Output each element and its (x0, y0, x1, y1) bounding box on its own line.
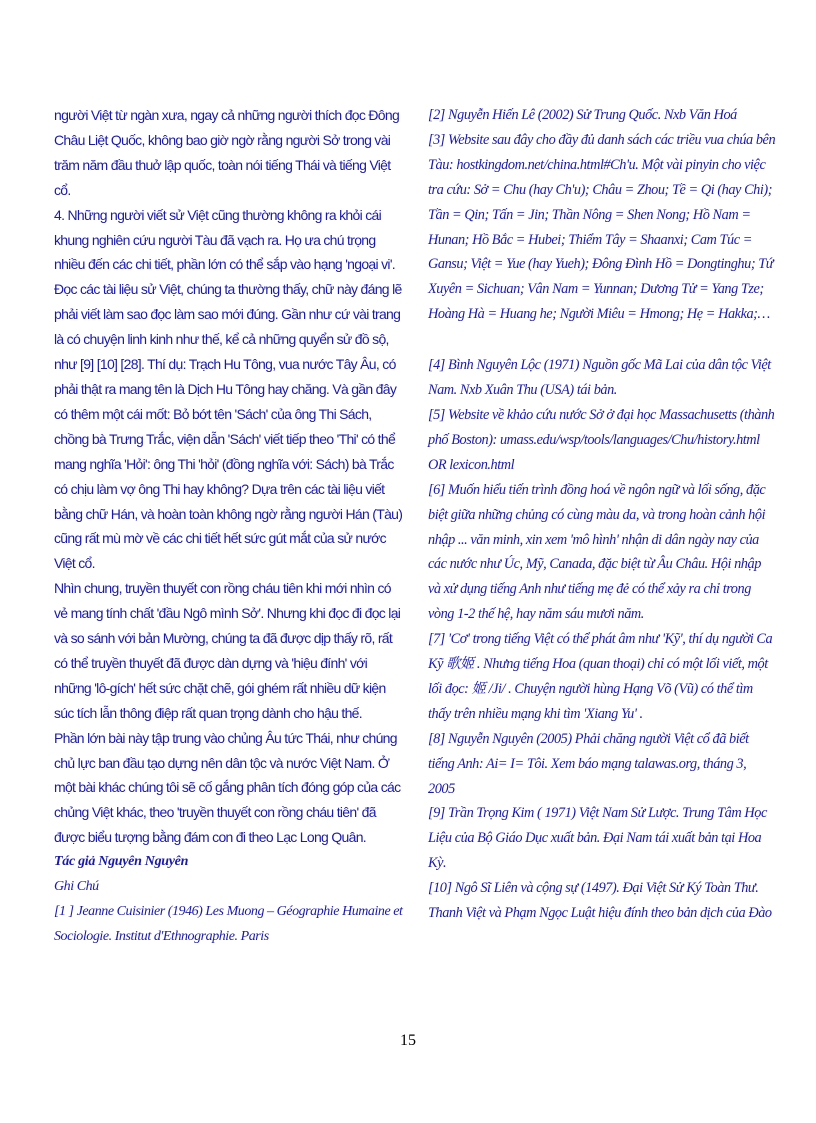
note-4: [4] Bình Nguyên Lộc (1971) Nguồn gốc Mã Lai của dân tộc Việt Nam. Nxb Xuân Thu (USA) tái bản. (428, 357, 771, 399)
author-line: Tác giả Nguyên Nguyên (54, 854, 189, 870)
note-1: [1 ] Jeanne Cuisinier (1946) Les Muong – Géographie Humaine et Sociologie. Institut d'Ethnographie. Paris (54, 904, 403, 944)
paragraph-conclusion: Phần lớn bài này tập trung vào chủng Âu tức Thái, như chúng chủ lực ban đầu tạo dựng nên dân tộc và nước Việt Nam. Ở một bài khác chúng tôi sẽ cố gắng phân tích đóng góp của các chủng Việt khác, theo 'truyền thuyết con rồng cháu tiên' đã được biểu tượng bằng đám con đi theo Lạc Long Quân. (54, 729, 401, 846)
paragraph-intro: người Việt từ ngàn xưa, ngay cả những người thích đọc Đông Châu Liệt Quốc, không bao giờ ngờ rằng người Sở trong vài trăm năm đầu thuở lập quốc, toàn nói tiếng Thái và tiếng Việt cổ. (54, 107, 400, 198)
note-7: [7] 'Cơ' trong tiếng Việt có thể phát âm như 'Kỹ', thí dụ người Ca Kỹ 歌姬 . Nhưng tiếng Hoa (quan thoại) chỉ có một lối viết, một lối đọc: 姬 /Ji/ . Chuyện người hùng Hạng Võ (Vũ) có thể tìm thấy trên nhiều mạng khi tìm 'Xiang Yu' . (428, 631, 773, 722)
spacer (428, 327, 776, 353)
paragraph-point-4: 4. Những người viết sử Việt cũng thường không ra khỏi cái khung nghiên cứu người Tàu đã vạch ra. Họ ưa chú trọng nhiều đến các chi tiết, phần lớn có thể sắp vào hạng 'ngoại vi'. Đọc các tài liệu sử Việt, chúng ta thường thấy, chữ này đáng lẽ phải viết làm sao đọc làm sao mới đúng. Gần như cứ vài trang là có chuyện linh kinh như thế, kể cả những quyển sử đồ sộ, như [9] [10] [28]. Thí dụ: Trạch Hu Tông, vua nước Tây Âu, có phải thật ra mang tên là Dịch Hu Tông hay chăng. Và gần đây có thêm một cái mốt: Bỏ bớt tên 'Sách' của ông Thi Sách, chồng bà Trưng Trắc, viện dẫn 'Sách' viết tiếp theo 'Thi' có thể mang nghĩa 'Hỏi': ông Thi 'hỏi' (đồng nghĩa với: Sách) bà Trắc có chịu làm vợ ông Thi hay không? Dựa trên các tài liệu viết bằng chữ Hán, và hoàn toàn không ngờ rằng người Hán (Tàu) cũng rất mù mờ về các chi tiết hết sức gút mắt của sử nước Việt cổ. (54, 206, 403, 572)
notes-heading: Ghi Chú (54, 879, 99, 895)
paragraph-overview: Nhìn chung, truyền thuyết con rồng cháu tiên khi mới nhìn có vẻ mang tính chất 'đầu Ngô mình Sở'. Nhưng khi đọc đi đọc lại và so sánh với bản Mường, chúng ta đã được dịp thấy rõ, rất có thể truyền thuyết đã được dàn dựng và 'hiệu đính' với những 'lô-gích' hết sức chặt chẽ, gói ghém rất nhiều dữ kiện súc tích lẫn thông điệp rất quan trọng dành cho hậu thế. (54, 580, 401, 721)
note-6: [6] Muốn hiểu tiến trình đồng hoá về ngôn ngữ và lối sống, đặc biệt giữa những chủng có cùng màu da, và trong hoàn cảnh hội nhập ... văn minh, xin xem 'mô hình' nhận di dân ngày nay của các nước như Úc, Mỹ, Canada, đặc biệt từ Âu Châu. Hội nhập và xử dụng tiếng Anh như tiếng mẹ đẻ có thể xảy ra chỉ trong vòng 1-2 thế hệ, hay năm sáu mươi năm. (428, 481, 766, 623)
right-column (428, 103, 776, 926)
note-9: [9] Trần Trọng Kim ( 1971) Việt Nam Sử Lược. Trung Tâm Học Liệu của Bộ Giáo Dục xuất bản. Đại Nam tái xuất bản tại Hoa Kỳ. (428, 805, 767, 872)
note-5: [5] Website về khảo cứu nước Sở ở đại học Massachusetts (thành phố Boston): umass.edu/wsp/tools/languages/Chu/history.html OR lexicon.html (428, 406, 775, 473)
left-column (54, 103, 404, 950)
note-8: [8] Nguyễn Nguyên (2005) Phải chăng người Việt cổ đã biết tiếng Anh: Ai= I= Tôi. Xem báo mạng talawas.org, tháng 3, 2005 (428, 730, 749, 797)
note-10: [10] Ngô Sĩ Liên và cộng sự (1497). Đại Việt Sử Ký Toàn Thư. Thanh Việt và Phạm Ngọc Luật hiệu đính theo bản dịch của Đào (428, 880, 772, 922)
note-3: [3] Website sau đây cho đầy đủ danh sách các triều vua chúa bên Tàu: hostkingdom.net/china.html#Ch'u. Một vài pinyin cho việc tra cứu: Sở = Chu (hay Ch'u); Châu = Zhou; Tề = Qi (hay Chi); Tần = Qin; Tấn = Jin; Thần Nông = Shen Nong; Hồ Nam = Hunan; Hồ Bắc = Hubei; Thiểm Tây = Shaanxi; Cam Túc = Gansu; Việt = Yue (hay Yueh); Đông Đình Hồ = Dongtinghu; Tứ Xuyên = Sichuan; Vân Nam = Yunnan; Dương Tử = Yang Tze; Hoàng Hà = Huang he; Người Miêu = Hmong; Hẹ = Hakka;… (428, 131, 776, 323)
page-number: 15 (400, 1032, 416, 1049)
note-2: [2] Nguyễn Hiến Lê (2002) Sử Trung Quốc. Nxb Văn Hoá (428, 107, 737, 123)
